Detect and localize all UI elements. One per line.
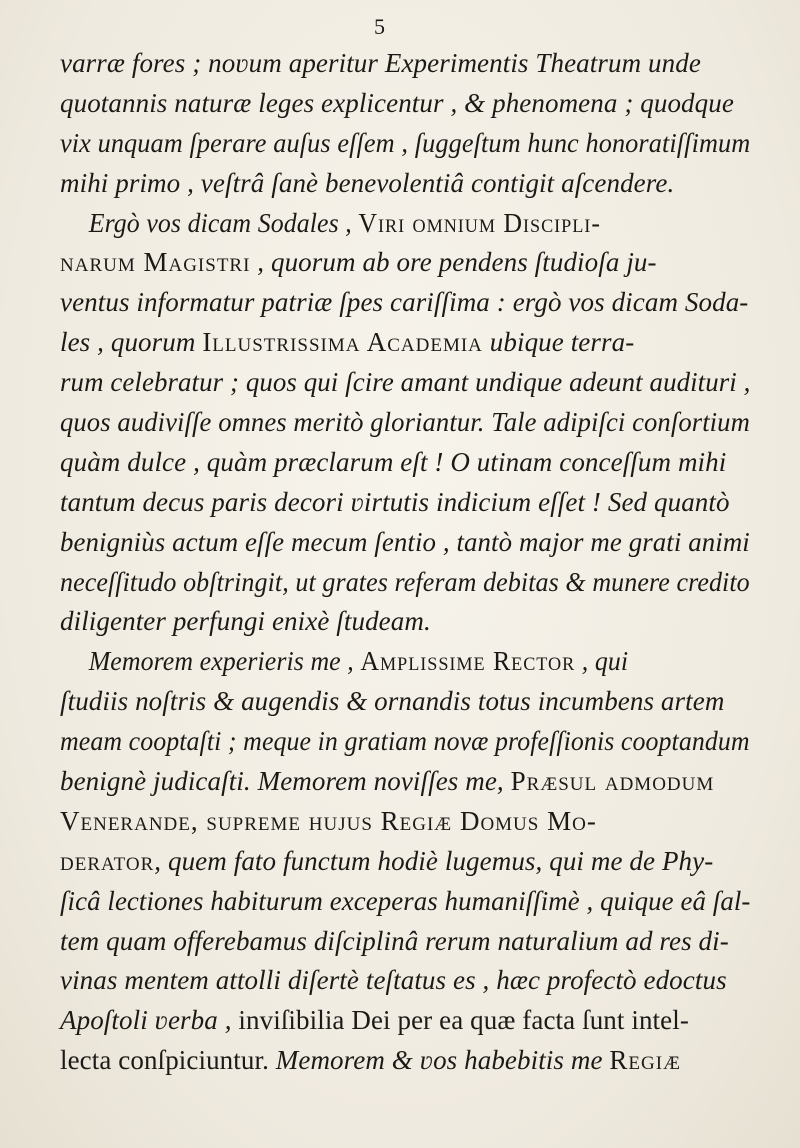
text-line	[60, 1001, 750, 1041]
text-segment: Regiæ	[609, 1045, 681, 1076]
text-segment: , quorum ab ore pendens ſtudioſa ju-	[250, 247, 657, 278]
text-segment: quos audiviſſe omnes meritò gloriantur. Tale adipiſci conſortium	[60, 407, 750, 438]
text-segment: les , quorum	[60, 327, 203, 358]
text-segment: vinas mentem attolli diſertè teſtatus es , hæc profectò edoctus	[60, 965, 727, 996]
text-line	[60, 602, 750, 642]
body-text	[60, 44, 760, 1081]
text-line	[60, 802, 750, 842]
text-segment: Memorem & ʋos habebitis me	[275, 1045, 610, 1076]
text-segment: vix unquam ſperare auſus eſſem , ſuggeſtum hunc honoratiſſimum	[60, 127, 751, 158]
text-segment: mihi primo , veſtrâ ſanè benevolentiâ contigit aſcendere.	[60, 167, 675, 198]
text-segment: narum Magistri	[60, 247, 251, 278]
text-line	[60, 243, 750, 283]
text-line	[60, 1041, 750, 1081]
text-segment: tem quam offerebamus diſciplinâ rerum naturalium ad res di-	[60, 925, 729, 956]
text-segment: benignè judicaſti. Memorem noviſſes me,	[60, 766, 511, 797]
page-number: 5	[374, 14, 385, 39]
text-segment: lecta conſpiciuntur.	[60, 1045, 276, 1076]
text-line	[60, 722, 750, 762]
text-segment: rum celebratur ; quos qui ſcire amant undique adeunt audituri ,	[60, 367, 751, 398]
text-segment: tantum decus paris decori ʋirtutis indicium eſſet ! Sed quantò	[60, 486, 730, 517]
text-line	[60, 642, 720, 682]
text-line	[60, 882, 751, 922]
text-segment: Viri omnium Discipli-	[358, 207, 601, 238]
text-segment: diligenter perfungi enixè ſtudeam.	[60, 606, 431, 637]
text-segment: Venerande, supreme hujus Regiæ Domus Mo-	[60, 805, 597, 836]
text-segment: , qui	[575, 646, 629, 677]
text-line	[60, 44, 750, 84]
text-segment: ventus informatur patriæ ſpes cariſſima : ergò vos dicam Soda-	[60, 287, 749, 318]
text-line	[60, 483, 750, 523]
text-line	[60, 204, 720, 244]
text-segment: Amplissime Rector	[360, 646, 576, 677]
text-segment: Illustrissima Academia	[202, 327, 483, 358]
text-line	[60, 922, 750, 962]
text-line	[60, 682, 750, 722]
text-line	[60, 164, 750, 204]
text-segment: meam cooptaſti ; meque in gratiam novæ profeſſionis cooptandum	[60, 726, 750, 757]
text-line	[60, 842, 750, 882]
text-line	[60, 403, 750, 443]
text-segment: ſicâ lectiones habiturum exceperas humaniſſimè , quique eâ ſal-	[60, 885, 751, 916]
text-line	[60, 363, 751, 403]
text-line	[60, 762, 750, 802]
text-line	[60, 443, 750, 483]
text-segment: Præsul admodum	[510, 766, 715, 797]
text-segment: varræ fores ; noʋum aperitur Experimentis Theatrum unde	[60, 48, 701, 78]
text-segment: Apoſtoli ʋerba ,	[60, 1005, 239, 1036]
text-line	[60, 523, 750, 563]
text-segment: Memorem experieris me ,	[88, 646, 361, 677]
text-line	[60, 961, 750, 1001]
text-segment: quotannis naturæ leges explicentur , & phenomena ; quodque	[60, 87, 734, 118]
text-line	[60, 323, 750, 363]
text-line	[60, 124, 751, 164]
text-segment: derator	[60, 845, 155, 876]
text-segment: quàm dulce , quàm præclarum eſt ! O utinam conceſſum mihi	[60, 446, 727, 477]
text-line	[60, 84, 750, 124]
text-segment: , quem fato functum hodiè lugemus, qui me de Phy-	[154, 845, 714, 876]
text-segment: benigniùs actum eſſe mecum ſentio , tantò major me grati animi	[60, 526, 750, 557]
text-segment: inviſibilia Dei per ea quæ facta ſunt intel-	[238, 1005, 689, 1036]
text-segment: Ergò vos dicam Sodales ,	[88, 207, 359, 238]
text-line	[60, 283, 750, 323]
text-segment: ſtudiis noſtris & augendis & ornandis totus incumbens artem	[60, 686, 725, 717]
text-line	[60, 563, 750, 603]
text-segment: ubique terra-	[482, 327, 635, 358]
text-segment: neceſſitudo obſtringit, ut grates referam debitas & munere credito	[60, 566, 750, 597]
